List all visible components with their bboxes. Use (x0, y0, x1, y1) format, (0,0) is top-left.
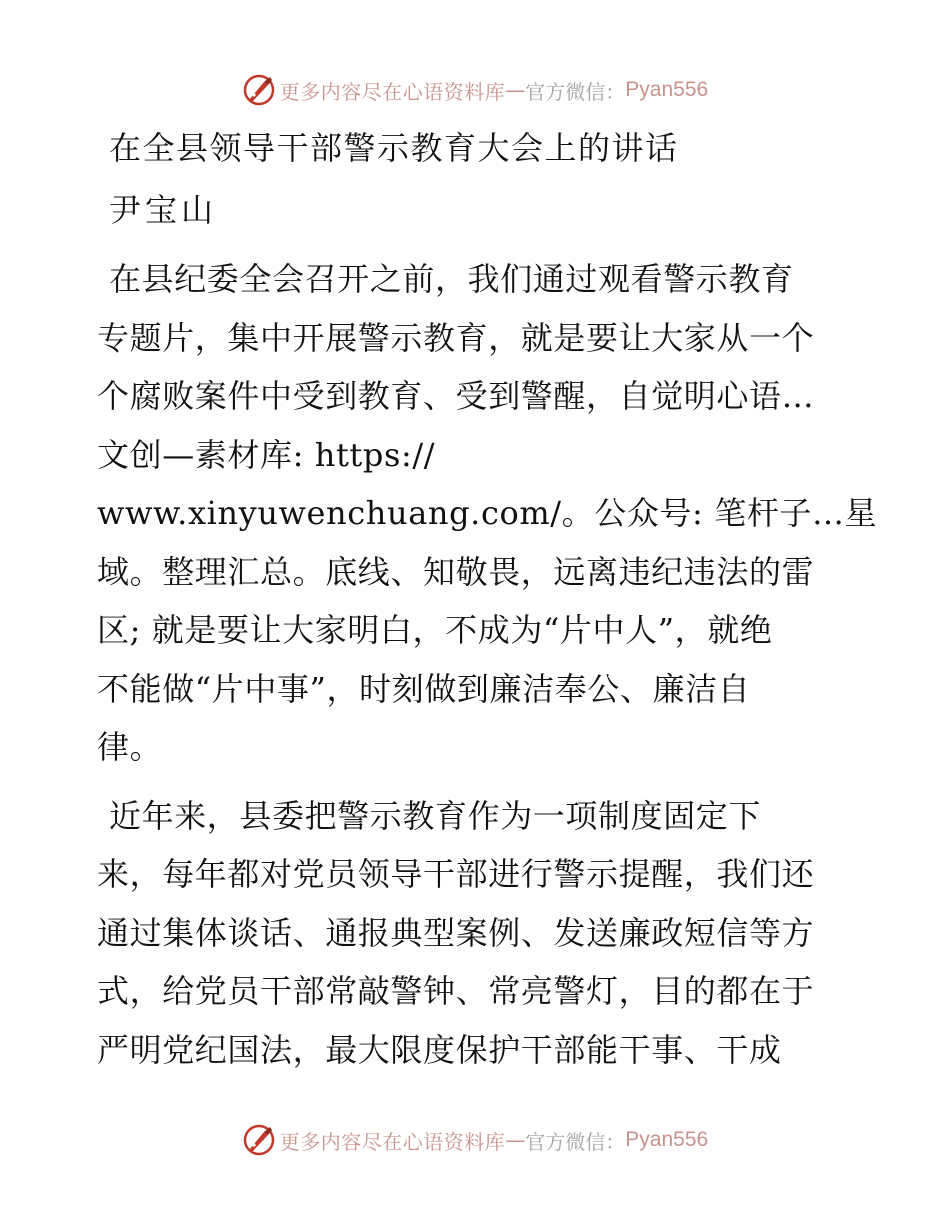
watermark-brand-text: 更多内容尽在心语资料库 (279, 79, 506, 104)
paragraph-line: 通过集体谈话、通报典型案例、发送廉政短信等方 (97, 913, 815, 952)
document-body (97, 122, 878, 1089)
watermark-dash: — (505, 78, 526, 102)
paragraph-line: 近年来，县委把警示教育作为一项制度固定下 (109, 796, 762, 835)
quill-pen-logo-icon (242, 73, 276, 107)
document-author: 尹宝山 (109, 191, 218, 229)
paragraph-line: 专题片，集中开展警示教育，就是要让大家从一个 (97, 318, 815, 357)
paragraph-line: 来，每年都对党员领导干部进行警示提醒，我们还 (97, 855, 815, 893)
paragraph-line: www.xinyuwenchuang.com/。公众号: 笔杆子…星 (97, 494, 878, 532)
watermark-wechat-id: Pyan556 (625, 78, 709, 101)
watermark-wechat-id: Pyan556 (625, 1128, 709, 1151)
watermark-banner-bottom (0, 1120, 950, 1160)
document-title: 在全县领导干部警示教育大会上的讲话 (109, 129, 679, 167)
paragraph-line: 在县纪委全会召开之前，我们通过观看警示教育 (109, 260, 794, 298)
paragraph-2 (97, 787, 857, 1080)
paragraph-line: 域。整理汇总。底线、知敬畏，远离违纪违法的雷 (97, 552, 815, 591)
paragraph-1 (97, 250, 878, 777)
watermark-wechat-label: 官方微信： (525, 1129, 626, 1154)
paragraph-line: 文创—素材库: https:// (97, 435, 436, 474)
paragraph-line: 不能做“片中事”，时刻做到廉洁奉公、廉洁自 (97, 669, 751, 708)
paragraph-line: 律。 (97, 728, 163, 766)
watermark-dash: — (505, 1128, 526, 1152)
paragraph-line: 区; 就是要让大家明白，不成为“片中人”，就绝 (97, 611, 773, 649)
watermark-brand-text: 更多内容尽在心语资料库 (279, 1129, 506, 1154)
paragraph-line: 严明党纪国法，最大限度保护干部能干事、干成 (97, 1030, 782, 1069)
watermark-banner-top (0, 70, 950, 110)
watermark-wechat-label: 官方微信： (525, 79, 626, 104)
paragraph-line: 个腐败案件中受到教育、受到警醒，自觉明心语… (97, 377, 815, 415)
paragraph-line: 式，给党员干部常敲警钟、常亮警灯，目的都在于 (97, 972, 815, 1010)
quill-pen-logo-icon (242, 1123, 276, 1157)
